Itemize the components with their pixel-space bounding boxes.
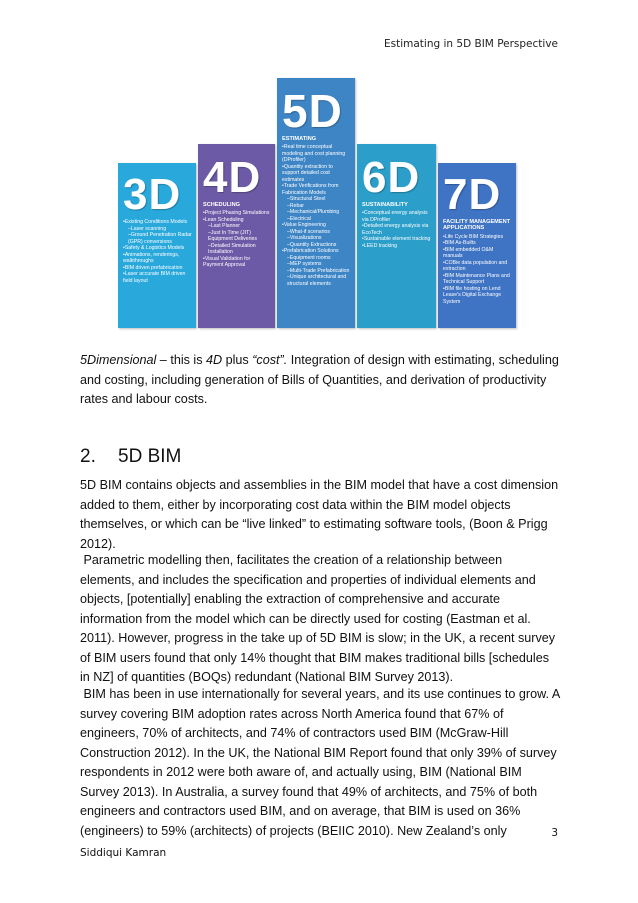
block-6d-list-item: • LEED tracking (362, 243, 432, 250)
running-header: Estimating in 5D BIM Perspective (383, 38, 558, 50)
block-3d (118, 163, 196, 328)
block-5d-list-item: – MEP systems (282, 261, 351, 268)
block-5d-list-item: • Value Engineering (282, 222, 351, 229)
block-5d (277, 78, 355, 328)
block-5d-list-item: • Real time conceptual modeling and cost planning (DProfiler) (282, 144, 351, 164)
caption-cost: “cost”. (252, 353, 288, 367)
block-4d-list-item: – Just In Time (JIT) Equipment Deliveries (203, 230, 271, 243)
block-7d-heading: FACILITY MANAGEMENT APPLICATIONS (443, 219, 511, 232)
block-4d-label: 4D (203, 153, 262, 202)
block-7d-label: 7D (443, 170, 502, 219)
block-6d (357, 144, 436, 328)
block-6d-list-item: • Conceptual energy analysis via DProfiler (362, 210, 432, 223)
block-7d-list-item: • BIM Maintenance Plans and Technical Support (443, 273, 512, 286)
section-number: 2. (80, 446, 96, 467)
caption-rest: Integration of design with estimating, scheduling and costing, including generation of Bills of Quantities, and derivation of productivity rates and labour costs. (80, 353, 559, 406)
paragraph-2: Parametric modelling then, facilitates the creation of a relationship between elements, and includes the specification and properties of individual elements and objects, [potentially] enabling the extraction of comprehensive and accurate information from the model which can be directly used for costing (Eastman et al. 2011). However, progress in the take up of 5D BIM is slow; in the UK, a recent survey of BIM users found that only 14% thought that BIM makes traditional bills [schedules in NZ] of quantities (BOQs) redundant (National BIM Survey 2013). (80, 553, 559, 684)
section-title: 5D BIM (118, 446, 182, 467)
block-3d-list-item: – Laser scanning (123, 226, 192, 233)
block-3d-list-item: • Laser accurate BIM driven field layout (123, 271, 192, 284)
block-4d-list-item: – Last Planner (203, 223, 271, 230)
block-5d-list-item: – What-if scenarios (282, 229, 351, 236)
block-3d-list-item: • Existing Conditions Models (123, 219, 192, 226)
caption-term: 5Dimensional (80, 353, 157, 367)
block-5d-label: 5D (282, 85, 343, 137)
block-3d-list (123, 219, 192, 284)
figure-caption (80, 351, 560, 410)
block-7d-list-item: • COBie data population and extraction (443, 260, 512, 273)
block-3d-list-item: – Ground Penetration Radar (GPR) conversions (123, 232, 192, 245)
block-5d-list-item: – Visualizations (282, 235, 351, 242)
block-3d-list-item: • BIM driven prefabrication (123, 265, 192, 272)
block-3d-label: 3D (123, 170, 182, 219)
caption-dash: – this is (156, 353, 207, 367)
block-7d-list-item: • BIM As-Builts (443, 240, 512, 247)
block-5d-list-item: – Multi-Trade Prefabrication (282, 268, 351, 275)
block-4d-list-item: • Lean Scheduling (203, 217, 271, 224)
block-7d-list-item: • Life Cycle BIM Strategies (443, 234, 512, 241)
caption-plus: plus (222, 353, 253, 367)
paragraph-3: BIM has been in use internationally for several years, and its use continues to grow. A survey covering BIM adoption rates across North America found that 67% of engineers, 70% of architects, and 74% of contractors used BIM (McGraw-Hill Construction 2012). In the UK, the National BIM Report found that only 39% of survey respondents in 2012 were both aware of, and actually using, BIM (National BIM Survey 2013). In Australia, a survey found that 49% of architects, and 75% of both engineers and contractors used BIM, and on average, that BIM is used on 36% (engineers) to 59% (architects) of projects (BEIIC 2010). New Zealand’s only (80, 687, 564, 838)
block-7d-list-item: • BIM embedded O&M manuals (443, 247, 512, 260)
section-heading (80, 446, 181, 468)
caption-4d: 4D (206, 353, 223, 367)
block-5d-list-item: – Unique architectural and structural elements (282, 274, 351, 287)
block-7d-list (443, 234, 512, 306)
block-5d-list-item: • Trade Verifications from Fabrication Models (282, 183, 351, 196)
block-6d-heading: SUSTAINABILITY (362, 202, 408, 208)
block-5d-list-item: – Rebar (282, 203, 351, 210)
block-6d-list-item: • Sustainable element tracking (362, 236, 432, 243)
block-7d-list-item: • BIM file hosting on Lend Lease's Digital Exchange System (443, 286, 512, 306)
block-6d-label: 6D (362, 153, 421, 202)
block-5d-list-item: – Structural Steel (282, 196, 351, 203)
block-4d-list-item: – Detailed Simulation Installation (203, 243, 271, 256)
block-6d-list-item: • Detailed energy analysis via EcoTech (362, 223, 432, 236)
block-4d-heading: SCHEDULING (203, 202, 240, 208)
block-4d-list-item: • Project Phasing Simulations (203, 210, 271, 217)
block-5d-list-item: – Equipment rooms (282, 255, 351, 262)
block-5d-list-item: • Prefabrication Solutions (282, 248, 351, 255)
block-5d-list-item: – Electrical (282, 216, 351, 223)
bim-dimensions-figure (118, 78, 516, 328)
block-3d-list-item: • Animations, renderings, walkthroughs (123, 252, 192, 265)
paragraph-1: 5D BIM contains objects and assemblies in the BIM model that have a cost dimension added to them, either by incorporating cost data within the BIM model objects themselves, or which can be “live linked” to estimating software tools, (Boon & Prigg 2012). (80, 478, 562, 551)
block-4d-list (203, 210, 271, 269)
block-4d (198, 144, 275, 328)
block-5d-list-item: – Quantity Extractions (282, 242, 351, 249)
block-7d (438, 163, 516, 328)
footer-author: Siddiqui Kamran (80, 847, 167, 859)
block-6d-list (362, 210, 432, 249)
block-5d-list-item: • Quantity extraction to support detailed cost estimates (282, 164, 351, 184)
block-3d-list-item: • Safety & Logistics Models (123, 245, 192, 252)
block-5d-list (282, 144, 351, 287)
block-5d-list-item: – Mechanical/Plumbing (282, 209, 351, 216)
block-4d-list-item: • Visual Validation for Payment Approval (203, 256, 271, 269)
block-5d-heading: ESTIMATING (282, 136, 317, 142)
page-number: 3 (551, 827, 558, 839)
